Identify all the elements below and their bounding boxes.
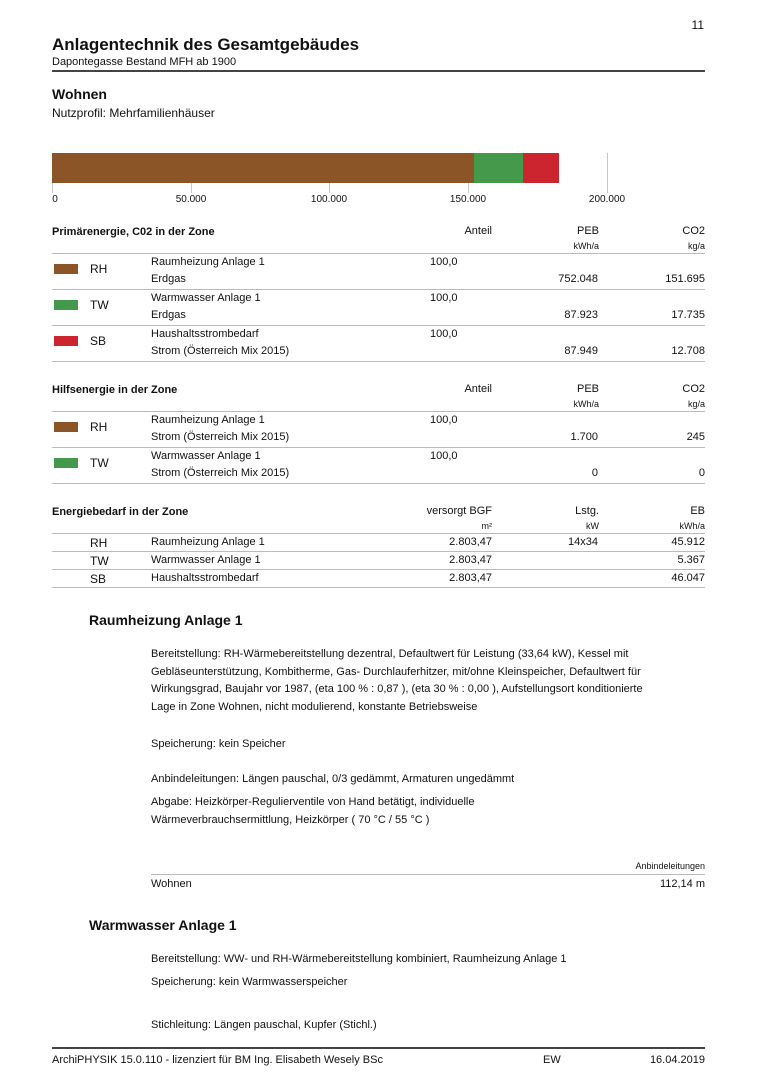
col-co2: CO2 [682,225,705,237]
row-peb: 752.048 [558,273,598,285]
legend-swatch-rh [54,422,78,432]
row-carrier: Strom (Österreich Mix 2015) [151,467,290,479]
col-bgf-unit: m² [481,521,492,531]
row-eb: 5.367 [677,554,705,566]
footer-divider [52,1047,705,1049]
warmwasser-bereitstellung: Bereitstellung: WW- und RH-Wärmebereitstellung kombiniert, Raumheizung Anlage 1 [151,953,567,965]
row-system: Haushaltsstrombedarf [151,572,259,584]
row-co2: 0 [698,467,705,479]
row-lstg: 14x34 [568,536,598,548]
axis-tick-label: 200.000 [588,194,626,205]
col-lstg-unit: kW [586,521,599,531]
col-co2-unit: kg/a [687,241,705,251]
row-co2: 17.735 [671,309,705,321]
project-subtitle: Dapontegasse Bestand MFH ab 1900 [52,56,237,68]
divider [52,551,705,552]
row-peb: 1.700 [570,431,598,443]
row-code: RH [90,262,108,276]
row-carrier: Strom (Österreich Mix 2015) [151,431,290,443]
row-system: Warmwasser Anlage 1 [151,554,261,566]
row-co2: 12.708 [671,345,705,357]
raumheizung-anbindeleitungen: Anbindeleitungen: Längen pauschal, 0/3 gedämmt, Armaturen ungedämmt [151,773,515,785]
row-code: TW [90,456,109,470]
col-peb: PEB [576,225,599,237]
zone-title: Wohnen [52,86,107,102]
divider [52,361,705,362]
row-code: SB [90,572,107,586]
legend-swatch-tw [54,300,78,310]
row-eb: 46.047 [671,572,705,584]
footer-date: 16.04.2019 [649,1054,705,1066]
legend-swatch-tw [54,458,78,468]
legend-swatch-rh [54,264,78,274]
axis-tick-label: 100.000 [310,194,348,205]
row-system: Warmwasser Anlage 1 [151,292,261,304]
bar-segment-rh [52,153,474,183]
col-peb-unit: kWh/a [573,241,599,251]
divider [52,447,705,448]
row-system: Raumheizung Anlage 1 [151,256,265,268]
raumheizung-title: Raumheizung Anlage 1 [89,612,243,628]
page-number: 11 [691,18,704,32]
footer-initials: EW [543,1054,561,1066]
divider [52,289,705,290]
row-code: SB [90,334,107,348]
col-peb: PEB [576,383,599,395]
raumheizung-bereitstellung: Bereitstellung: RH-Wärmebereitstellung dezentral, Defaultwert für Leistung (33,64 kW), Kessel mit Gebläseunterstützung, Kombitherme, Gas- Durchlauferhitzer, mit/ohne Kleinspeicher, Defaultwert für Wirkungsgrad, Baujahr vor 1987, (eta 100 % : 0,87 ), (eta 30 % : 0,00 ), Aufstellungsort konditionierte Lage in Zone Wohnen, nicht modulierend, konstante Betriebsweise [151,648,643,713]
divider [52,411,705,412]
row-system: Warmwasser Anlage 1 [151,450,261,462]
row-code: TW [90,554,109,568]
row-anteil: 100,0 [430,328,458,340]
row-anteil: 100,0 [430,414,458,426]
row-bgf: 2.803,47 [449,554,492,566]
footer-software: ArchiPHYSIK 15.0.110 - lizenziert für BM Ing. Elisabeth Wesely BSc [52,1054,383,1066]
page-title: Anlagentechnik des Gesamtgebäudes [52,35,360,54]
row-bgf: 2.803,47 [449,536,492,548]
divider [52,587,705,588]
col-lstg: Lstg. [575,505,599,517]
anbindeleitungen-col-header: Anbindeleitungen [635,861,705,871]
axis-tick-label: 0 [52,194,58,205]
warmwasser-stichleitung: Stichleitung: Längen pauschal, Kupfer (Stichl.) [151,1019,377,1031]
zone-usage-profile: Nutzprofil: Mehrfamilienhäuser [52,106,215,120]
row-anteil: 100,0 [430,256,458,268]
row-carrier: Strom (Österreich Mix 2015) [151,345,290,357]
col-bgf: versorgt BGF [426,505,492,517]
bar-wohnen [52,153,612,185]
row-eb: 45.912 [671,536,705,548]
col-co2-unit: kg/a [687,399,705,409]
primary-energy-heading: Primärenergie, C02 in der Zone [52,226,215,238]
auxiliary-energy-heading: Hilfsenergie in der Zone [52,384,178,396]
bar-segment-tw [474,153,523,183]
divider [52,569,705,570]
header-divider [52,70,705,72]
col-anteil: Anteil [464,225,492,237]
col-peb-unit: kWh/a [573,399,599,409]
row-system: Raumheizung Anlage 1 [151,536,265,548]
divider [151,874,705,875]
divider [52,483,705,484]
energy-demand-heading: Energiebedarf in der Zone [52,506,189,518]
row-code: RH [90,420,108,434]
row-co2: 245 [686,431,705,443]
raumheizung-speicherung: Speicherung: kein Speicher [151,738,286,750]
anbindeleitungen-row-value: 112,14 m [659,878,705,890]
col-eb-unit: kWh/a [679,521,705,531]
row-peb: 87.949 [564,345,598,357]
col-anteil: Anteil [464,383,492,395]
row-carrier: Erdgas [151,273,186,285]
row-peb: 0 [591,467,598,479]
row-co2: 151.695 [665,273,705,285]
divider [52,533,705,534]
bar-segment-sb [523,153,559,183]
divider [52,325,705,326]
row-system: Haushaltsstrombedarf [151,328,259,340]
row-carrier: Erdgas [151,309,186,321]
axis-tick-label: 50.000 [175,194,207,205]
axis-tick-label: 150.000 [449,194,487,205]
anbindeleitungen-row-label: Wohnen [151,878,192,890]
row-anteil: 100,0 [430,292,458,304]
legend-swatch-sb [54,336,78,346]
row-peb: 87.923 [564,309,598,321]
divider [52,253,705,254]
warmwasser-title: Warmwasser Anlage 1 [89,917,237,933]
row-code: TW [90,298,109,312]
warmwasser-speicherung: Speicherung: kein Warmwasserspeicher [151,976,348,988]
row-anteil: 100,0 [430,450,458,462]
row-bgf: 2.803,47 [449,572,492,584]
col-eb: EB [690,505,705,517]
raumheizung-abgabe: Abgabe: Heizkörper-Regulierventile von Hand betätigt, individuelle Wärmeverbrauchsermittlung, Heizkörper ( 70 °C / 55 °C ) [151,796,475,826]
row-system: Raumheizung Anlage 1 [151,414,265,426]
col-co2: CO2 [682,383,705,395]
row-code: RH [90,536,108,550]
